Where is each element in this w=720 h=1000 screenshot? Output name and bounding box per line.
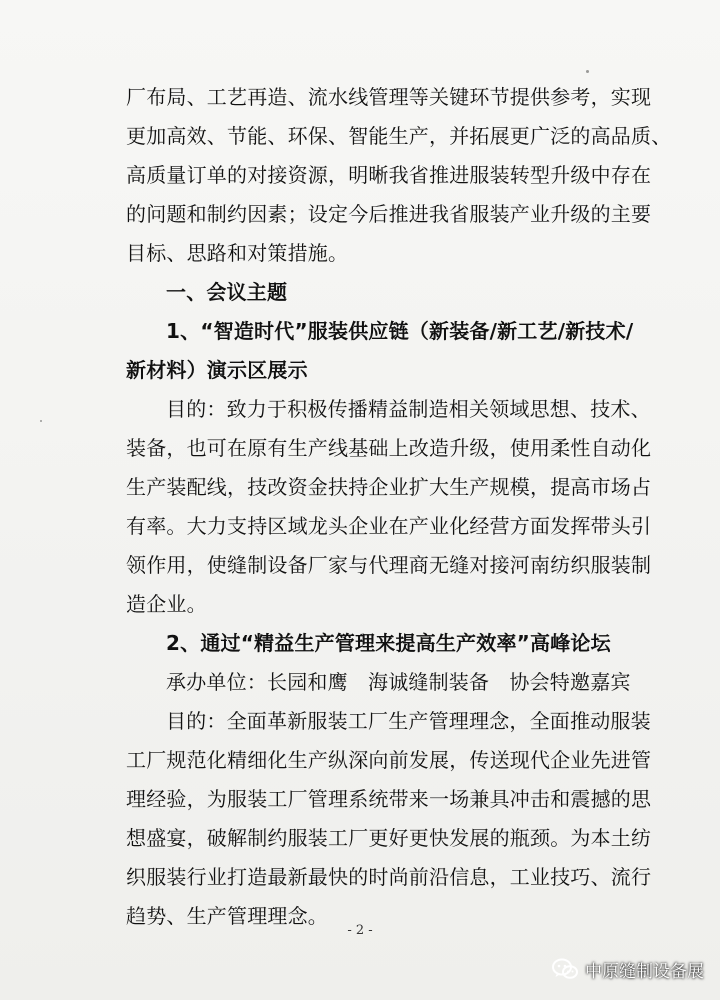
body-line: 更加高效、节能、环保、智能生产，并拓展更广泛的高品质、 [126,124,672,148]
body-line: 造企业。 [126,592,207,616]
subsection-heading-continued: 新材料）演示区展示 [126,358,308,382]
page-number: - 2 - [347,923,373,938]
watermark [551,955,704,983]
body-line: 有率。大力支持区域龙头企业在产业化经营方面发挥带头引 [126,514,652,538]
organizer-line: 承办单位：长园和鹰 海诚缝制装备 协会特邀嘉宾 [166,670,631,694]
section-heading: 一、会议主题 [166,280,288,304]
paper-speck [40,420,42,422]
body-line: 目标、思路和对策措施。 [126,241,349,265]
subsection-heading: 1、“智造时代”服装供应链（新装备/新工艺/新技术/ [166,319,634,343]
body-line: 趋势、生产管理理念。 [126,904,328,928]
document-body [126,84,672,942]
body-line: 目的：全面革新服装工厂生产管理理念，全面推动服装 [166,709,651,733]
body-line: 厂布局、工艺再造、流水线管理等关键环节提供参考，实现 [126,85,652,109]
body-line: 生产装配线，技改资金扶持企业扩大生产规模，提高市场占 [126,475,652,499]
body-line: 工厂规范化精细化生产纵深向前发展，传送现代企业先进管 [126,748,652,772]
subsection-heading: 2、通过“精益生产管理来提高生产效率”高峰论坛 [166,631,611,655]
paper-speck [586,70,589,73]
body-line: 织服装行业打造最新最快的时尚前沿信息，工业技巧、流行 [126,865,652,889]
wechat-icon [551,957,579,981]
body-line: 的问题和制约因素；设定今后推进我省服装产业升级的主要 [126,202,652,226]
watermark-text: 中原缝制设备展 [585,961,704,982]
body-line: 装备，也可在原有生产线基础上改造升级，使用柔性自动化 [126,436,652,460]
body-line: 想盛宴，破解制约服装工厂更好更快发展的瓶颈。为本土纺 [126,826,652,850]
body-line: 领作用，使缝制设备厂家与代理商无缝对接河南纺织服装制 [126,553,652,577]
body-line: 目的：致力于积极传播精益制造相关领域思想、技术、 [166,397,651,421]
body-line: 理经验，为服装工厂管理系统带来一场兼具冲击和震撼的思 [126,787,652,811]
body-line: 高质量订单的对接资源，明晰我省推进服装转型升级中存在 [126,163,652,187]
